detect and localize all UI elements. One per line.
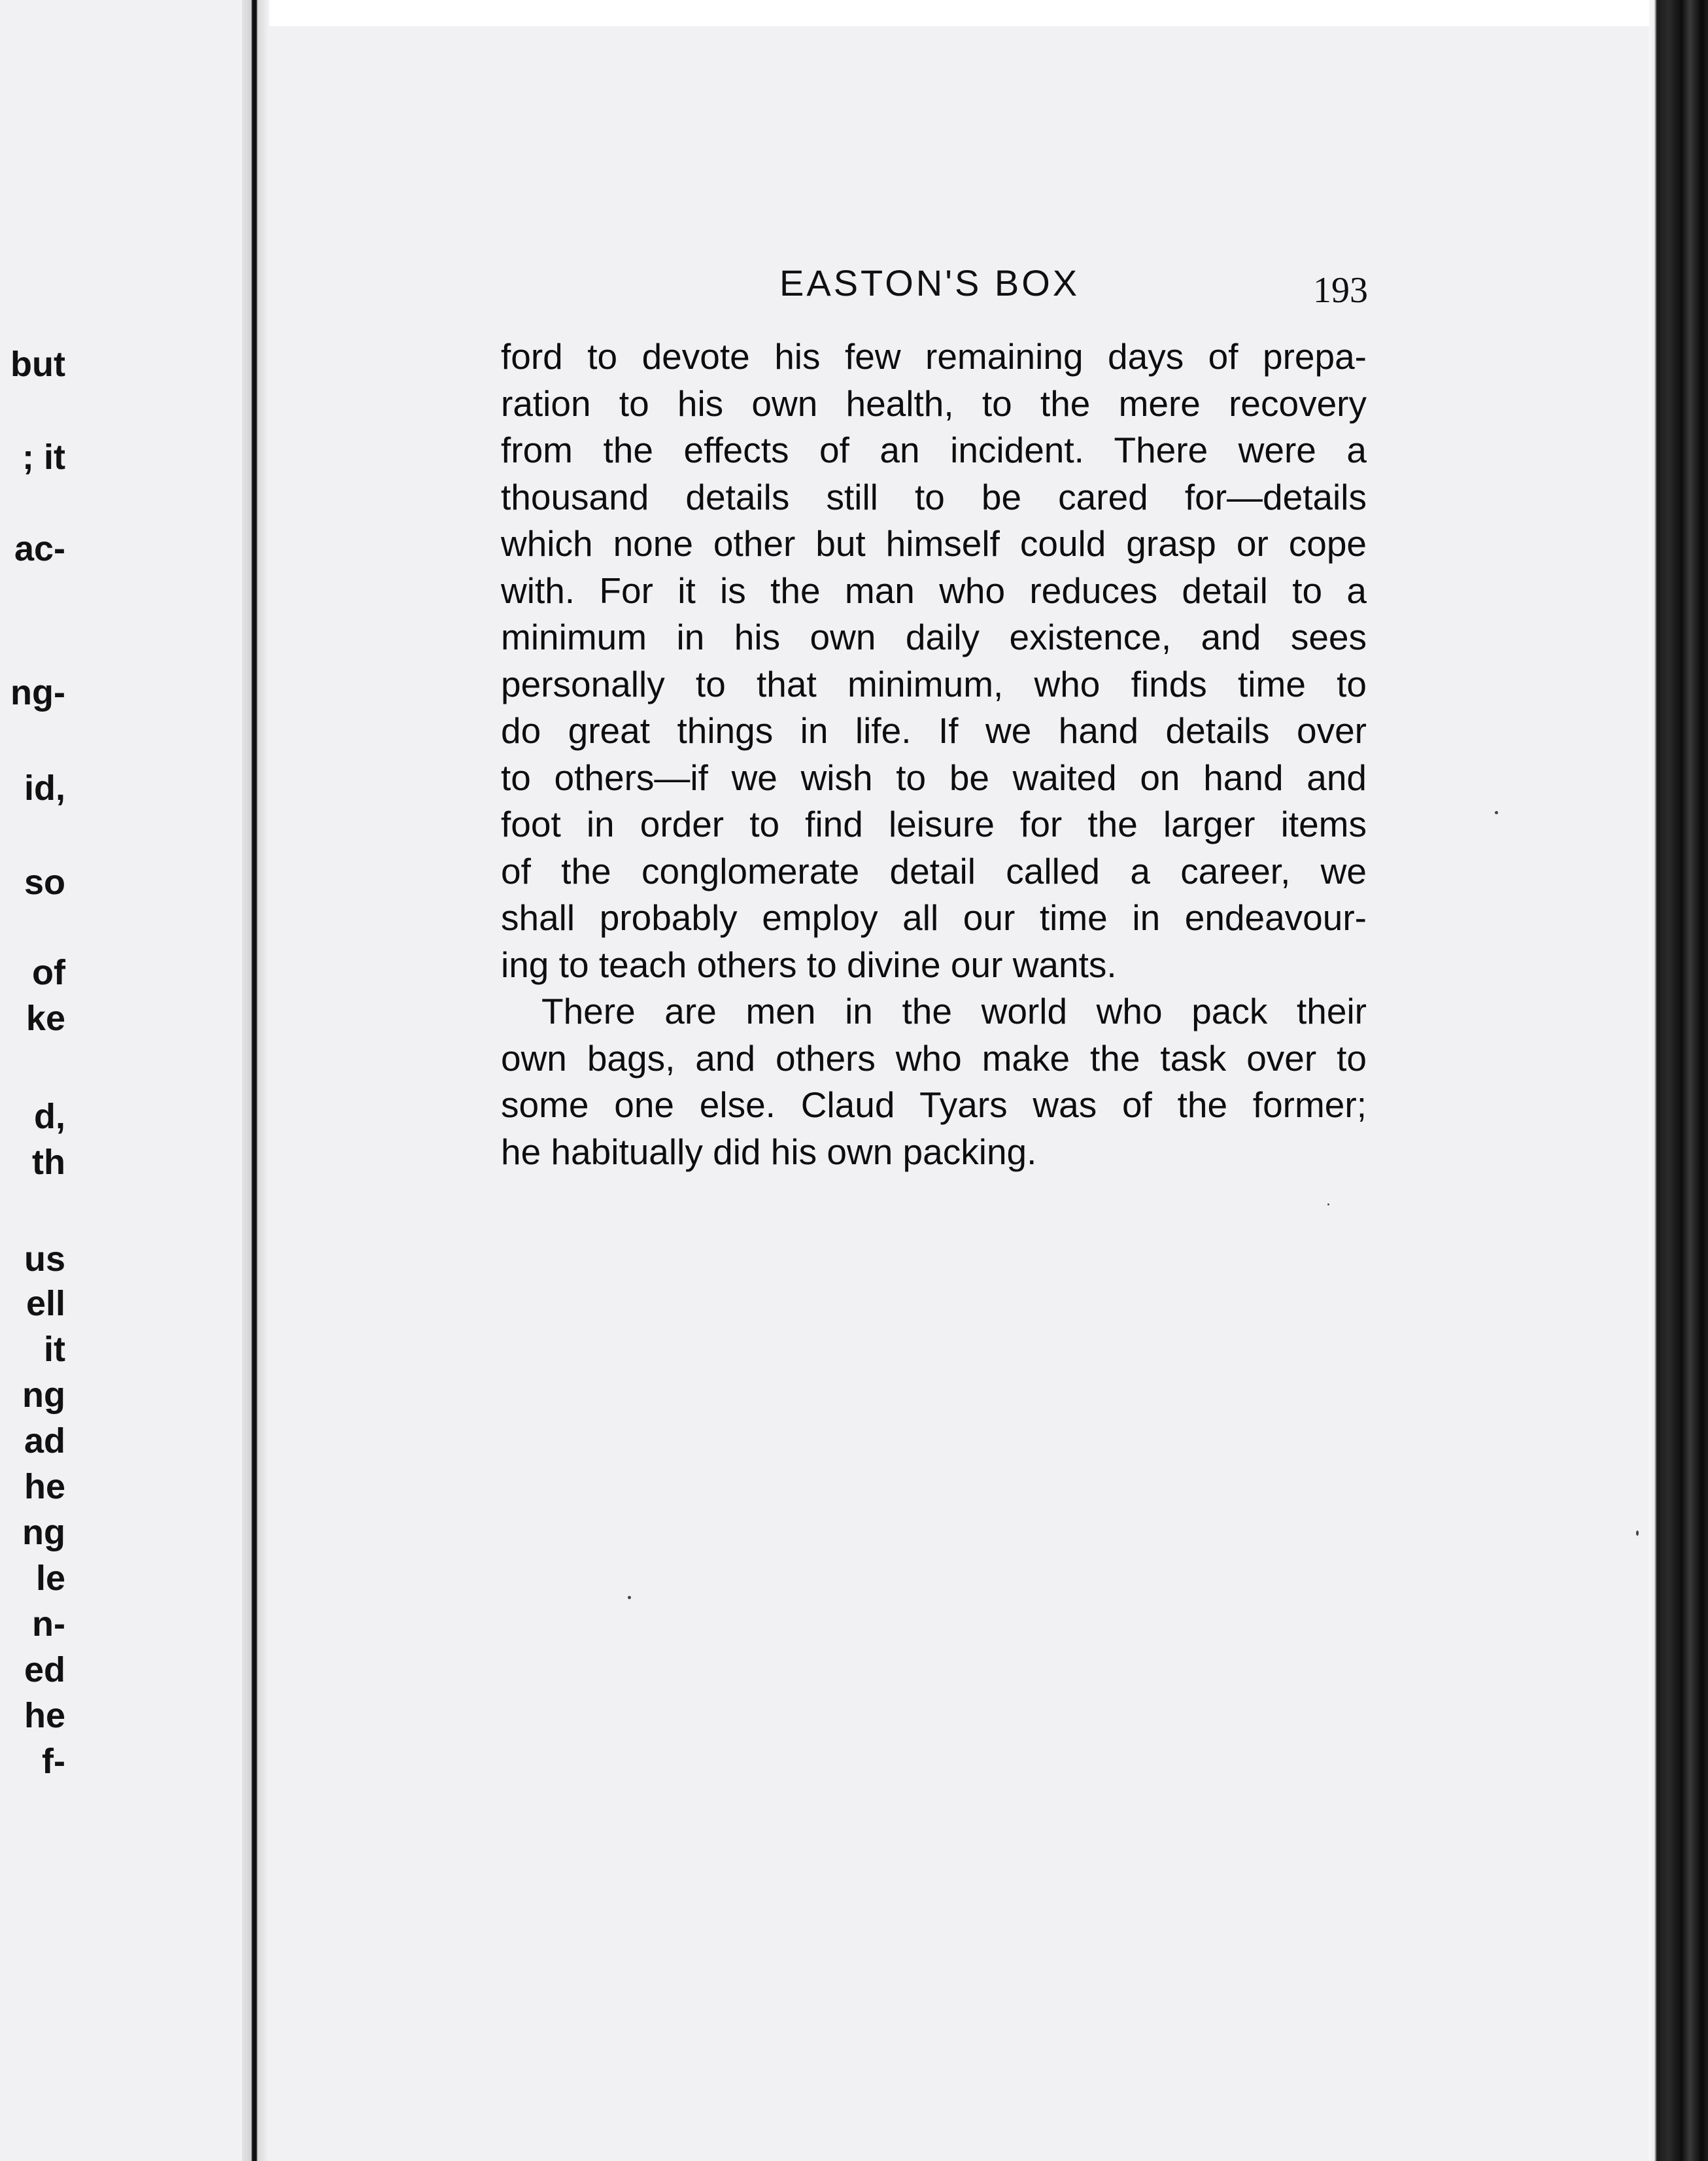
text-line: ford to devote his few remaining days of prepa- <box>501 336 1367 377</box>
scan-speck <box>1327 1203 1329 1205</box>
facing-page-fragment: ell <box>26 1284 65 1323</box>
facing-page-fragment: ; it <box>22 438 65 477</box>
facing-page-fragment: f- <box>42 1742 65 1781</box>
facing-page-fragment: le <box>35 1559 65 1598</box>
text-line: he habitually did his own packing. <box>501 1131 1037 1172</box>
text-line: with. For it is the man who reduces detail to a <box>501 570 1367 611</box>
facing-page-fragment: he <box>24 1467 65 1506</box>
text-line: of the conglomerate detail called a career, we <box>501 850 1367 891</box>
facing-page-fragment: us <box>24 1239 65 1279</box>
paragraph <box>501 988 1367 1175</box>
body-text <box>501 334 1367 1175</box>
facing-page-fragment: ng- <box>10 673 65 712</box>
scan-speck <box>628 1596 631 1599</box>
scan-speck <box>1495 811 1498 814</box>
text-line: shall probably employ all our time in endeavour- <box>501 897 1367 938</box>
text-line: which none other but himself could grasp or cope <box>501 523 1367 564</box>
text-line: some one else. Claud Tyars was of the former; <box>501 1084 1367 1125</box>
facing-page <box>0 0 242 2161</box>
text-line: ration to his own health, to the mere recovery <box>501 383 1367 424</box>
facing-page-fragment: ed <box>24 1650 65 1689</box>
facing-page-fragment: of <box>32 953 65 992</box>
text-line: do great things in life. If we hand details over <box>501 710 1367 751</box>
facing-page-fragment: so <box>24 863 65 902</box>
facing-page-fragment: ad <box>24 1421 65 1461</box>
text-line: own bags, and others who make the task over to <box>501 1037 1367 1079</box>
text-line: ing to teach others to divine our wants. <box>501 944 1117 985</box>
facing-page-fragment: he <box>24 1696 65 1735</box>
text-line: thousand details still to be cared for—details <box>501 476 1367 517</box>
facing-page-fragment: id, <box>24 769 65 808</box>
text-line: from the effects of an incident. There were a <box>501 430 1367 470</box>
facing-page-fragment: ke <box>26 999 65 1038</box>
facing-page-fragment: ng <box>22 1513 65 1552</box>
running-head: EASTON'S BOX <box>779 262 1080 303</box>
facing-page-fragment: but <box>10 345 65 384</box>
facing-page-fragment: ac- <box>14 529 65 568</box>
paragraph <box>501 334 1367 988</box>
page-edge <box>1649 0 1708 2161</box>
text-line: to others—if we wish to be waited on hand and <box>501 757 1367 798</box>
text-line: There are men in the world who pack their <box>541 991 1367 1031</box>
page-number: 193 <box>1313 270 1368 311</box>
facing-page-fragment: it <box>44 1330 65 1369</box>
scan-speck <box>1636 1530 1639 1536</box>
facing-page-fragment: ng <box>22 1375 65 1415</box>
facing-page-fragment: th <box>32 1143 65 1182</box>
text-line: personally to that minimum, who finds time to <box>501 663 1367 704</box>
facing-page-fragment: d, <box>34 1097 65 1136</box>
book-gutter <box>242 0 269 2161</box>
text-line: minimum in his own daily existence, and sees <box>501 617 1367 657</box>
text-line: foot in order to find leisure for the larger items <box>501 804 1367 844</box>
facing-page-fragment: n- <box>32 1604 65 1644</box>
